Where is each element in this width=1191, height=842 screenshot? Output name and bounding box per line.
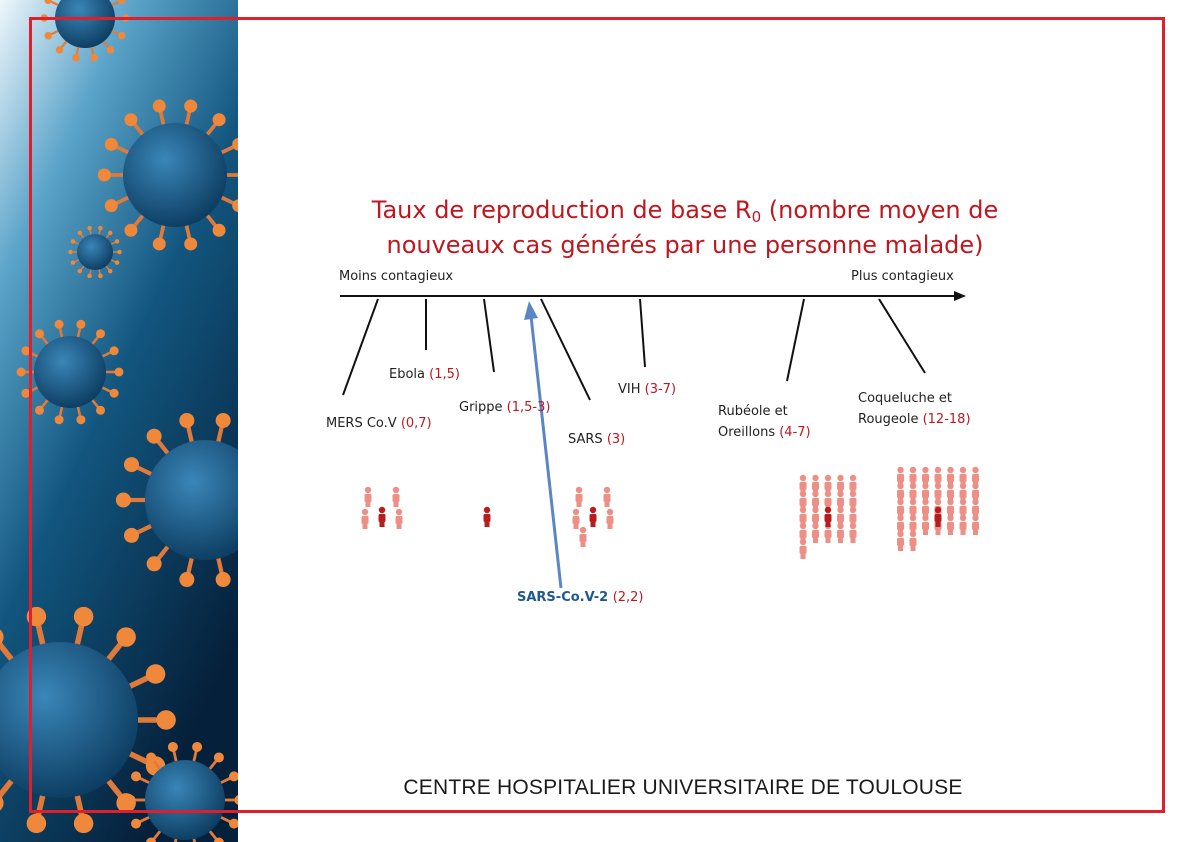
leader-sars [541, 299, 590, 400]
label-mers: MERS Co.V (0,7) [326, 416, 432, 431]
infected-person-icon [590, 507, 597, 527]
contact-person-icon [365, 487, 372, 507]
contact-person-icon [922, 515, 929, 535]
leader-mers [343, 299, 378, 395]
people-groups [362, 467, 980, 559]
infected-person-icon [484, 507, 491, 527]
sars-cov-2-arrowhead-icon [524, 301, 538, 320]
contact-person-icon [576, 487, 583, 507]
label-vih: VIH (3-7) [618, 382, 677, 397]
contact-person-icon [947, 515, 954, 535]
contact-person-icon [910, 531, 917, 551]
axis-arrow-icon [954, 291, 966, 301]
infected-person-icon [825, 507, 832, 527]
contact-person-icon [362, 509, 369, 529]
contact-person-icon [812, 523, 819, 543]
contact-person-icon [960, 515, 967, 535]
contact-person-icon [837, 523, 844, 543]
leader-grippe [484, 299, 494, 372]
page-title: Taux de reproduction de base $R_0$ (nombre moyen de nouveaux cas générés par une personne malade) [371, 196, 999, 259]
label-coqueluche: Coqueluche et Rougeole (12-18) [858, 391, 971, 427]
infected-person-icon [935, 507, 942, 527]
contact-person-icon [580, 527, 587, 547]
contact-person-icon [607, 509, 614, 529]
scale-left-label: Moins contagieux [339, 269, 454, 284]
label-ebola: Ebola (1,5) [389, 367, 460, 382]
leader-vih [640, 299, 645, 367]
label-rubeole: Rubéole et Oreillons (4-7) [718, 404, 811, 440]
contact-person-icon [573, 509, 580, 529]
contact-person-icon [897, 531, 904, 551]
sars-cov-2-arrow-icon [531, 316, 561, 588]
contact-person-icon [393, 487, 400, 507]
leader-rubeole [787, 299, 804, 381]
footer-institution: CENTRE HOSPITALIER UNIVERSITAIRE DE TOULOUSE [403, 776, 963, 799]
label-sars: SARS (3) [568, 432, 626, 447]
contact-person-icon [972, 515, 979, 535]
contact-person-icon [850, 523, 857, 543]
label-grippe: Grippe (1,5-3) [459, 400, 551, 415]
contact-person-icon [604, 487, 611, 507]
leader-coqueluche [879, 299, 925, 373]
infected-person-icon [379, 507, 386, 527]
scale-right-label: Plus contagieux [851, 269, 954, 284]
contact-person-icon [396, 509, 403, 529]
contact-person-icon [800, 539, 807, 559]
label-sars-cov-2: SARS-Co.V-2 (2,2) [517, 590, 644, 605]
